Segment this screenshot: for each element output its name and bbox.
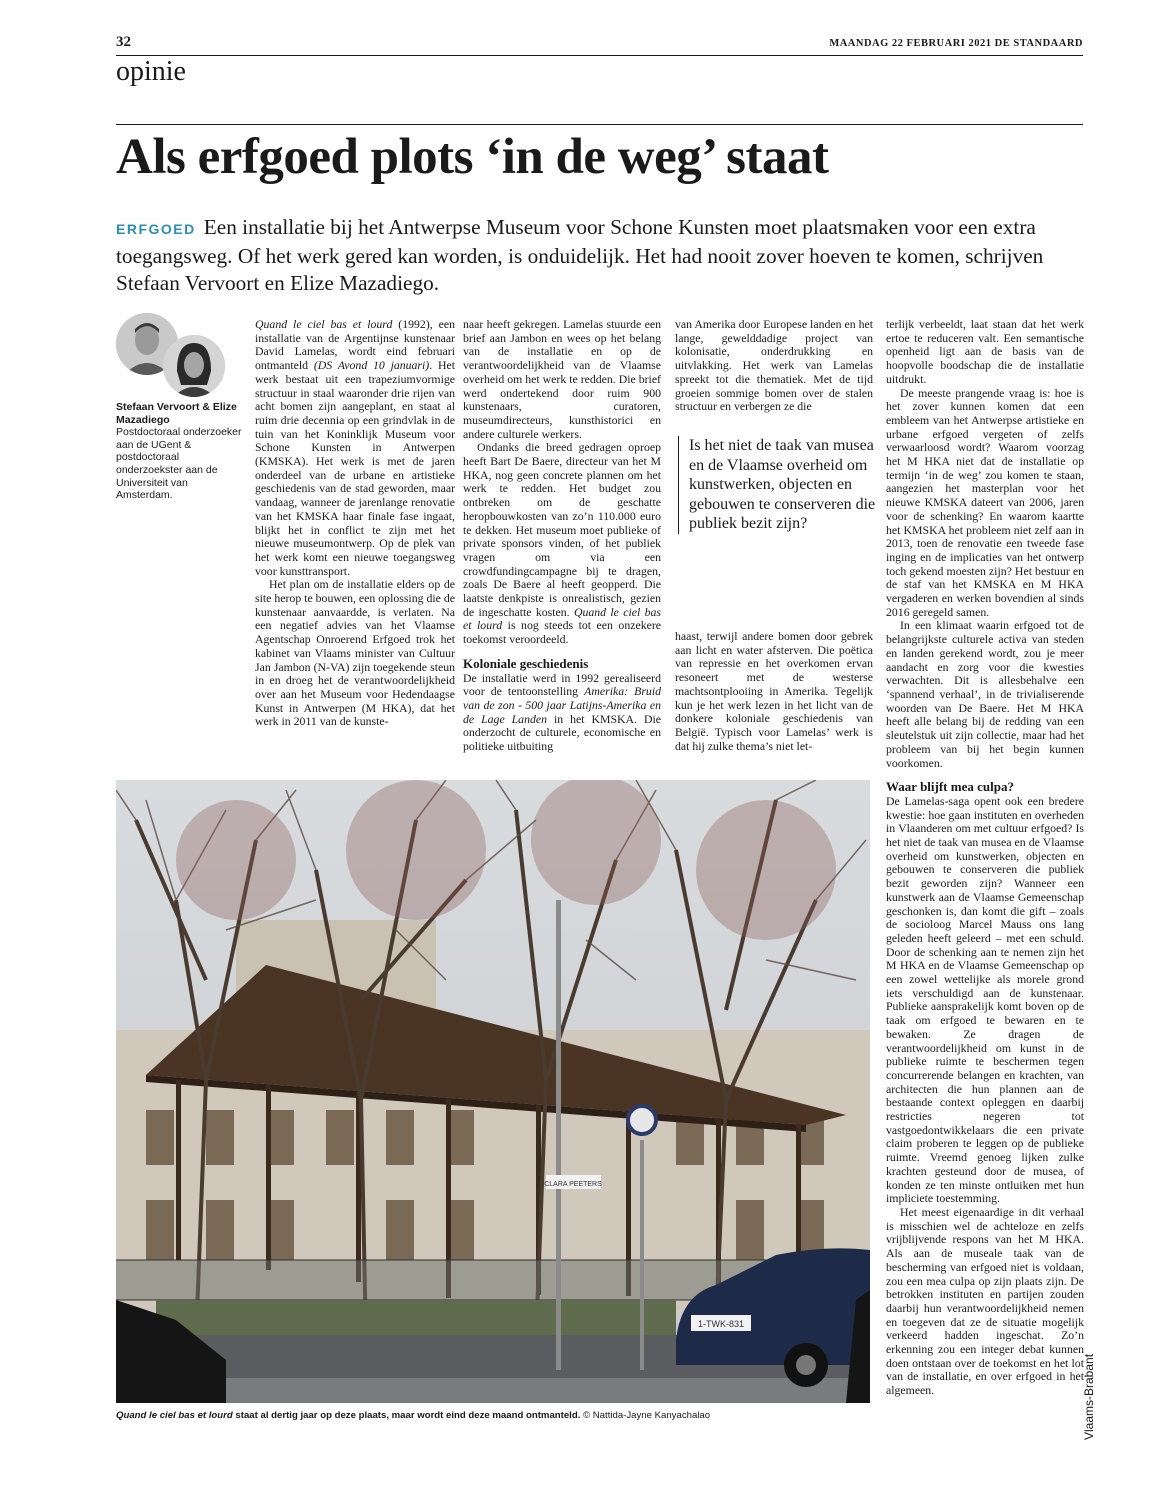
subheading: Waar blijft mea culpa? [886,779,1014,795]
paragraph: De meeste prangende vraag is: hoe is het zover kunnen komen dat een embleem van het Antwerpse artistieke en urbane erfgoed vergeten of zelfs verwaarloosd wordt? Waarom voorzag het M HKA niet dat de installatie op termijn ‘in de weg’ zou komen te staan, aangezien het masterplan voor het nieuwe KMSKA dateert van 2006, jaren voor de schenking? En waarom kaartte het KMSKA het probleem niet zelf aan in 2013, toen de renovatie een tweede fase inging en de implicaties van het ontwerp toch gekend moesten zijn? Het bestuur en de staf van het KMSKA en M HKA vergaderen en werken bovendien al sinds 2016 geregeld samen. [886,385,1084,619]
exhibition-title: Amerika: Bruid van de zon - 500 jaar Latijns-Amerika en de Lage Landen [463,684,661,726]
column-2 [463,318,661,754]
artwork-title: Quand le ciel bas et lourd [255,317,393,331]
photo-caption [116,1410,876,1421]
reference: (DS Avond 10 januari) [313,358,430,373]
author-names: Stefaan Vervoort & Elize Mazadiego [116,401,237,426]
paragraph: De Lamelas-saga opent ook een bredere kwestie: hoe gaan instituten en overheden in Vlaanderen om met cultuur erfgoed? Is het niet de taak van musea en de Vlaamse overheid om kunstwerken, objecten en gebouwen te conserveren die publiek bezit geworden zijn? Wanneer een kunstwerk aan de Vlaamse Gemeenschap geschonken is, dan komt die gift – zoals de socioloog Marcel Mauss ons lang geleden heeft geleerd – met een schuld. Door de schenking aan te nemen zijn het M HKA en de Vlaamse Gemeenschap op een zowel wettelijke als morele grond iets verschuldigd aan de kunstenaar. Publieke aansprakelijk komt boven op de taak om erfgoed te bewaren en te bewaken. Ze dragen de verantwoordelijkheid om kunst in de publieke ruimte te beschermen tegen concurrerende belangen en krachten, van architecten die hun plannen aan de bestaande context opleggen en daarbij restricties negeren tot vastgoedontwikkelaars die een private claim proberen te leggen op de publieke ruimte. Vreemd genoeg lijken zulke krachten gesteund door de musea, of konden ze ten minste ontluiken met hun impliciete toestemming. [886,793,1084,1206]
dateline: MAANDAG 22 FEBRUARI 2021 DE STANDAARD [829,38,1083,49]
paragraph: Het meest eigenaardige in dit verhaal is misschien wel de achteloze en zelfs vrijblijvende respons van het M HKA. Als aan de museale taak van de bescherming van erfgoed niet is voldaan, zou een mea culpa op zijn plaats zijn. De betrokken instituten en partijen zouden daarbij hun verantwoordelijkheid nemen en toegeven dat ze de situatie mogelijk verkeerd hadden ingeschat. Zo’n erkenning zou een integer debat kunnen doen ontstaan over de toekomst en het lot van de installatie, en over erfgoed in het algemeen. [886,1205,1084,1398]
region-label: Vlaams-Brabant [1082,1353,1096,1440]
portrait-icon [163,335,225,397]
paragraph: van Amerika door Europese landen en het lange, gewelddadige project van kolonisatie, onderdrukking en uitvlakking. Het werk van Lamelas spreekt tot die thematiek. Met de tijd groeien sommige bomen over de stalen structuur en verbergen ze die [675,317,873,414]
paragraph: Quand le ciel bas et lourd (1992), een installatie van de Argentijnse kunstenaar David Lamelas, wordt eind februari ontmanteld (DS Avond 10 januari). Het werk bestaat uit een trapeziumvormige structuur in staal waaronder drie rijen van acht bomen zijn aangeplant, en staat al ruim drie decennia op een grindvlak in de tuin van het Koninklijk Museum voor Schone Kunsten in Antwerpen (KMSKA). Het werk is met de jaren onderdeel van de urbane en artistieke geschiedenis van de stad geworden, maar vandaag, wanneer de jarenlange renovatie van het KMSKA haar finale fase ingaat, blijkt het in conflict te zijn met het nieuwe museumontwerp. Op de plek van het werk komt een nieuwe toegangsweg voor kunsttransport. [255,317,455,578]
paragraph: Het plan om de installatie elders op de site herop te bouwen, een oplossing die de kunstenaar aanvaardde, is verlaten. Na een negatief advies van het Vlaamse Agentschap Onroerend Erfgoed trok het kabinet van Vlaams minister van Cultuur Jan Jambon (N-VA) zijn toegekende steun in en droeg het de verantwoordelijkheid over aan het Museum voor Hedendaagse Kunst in Antwerpen (M HKA), dat het werk in 2011 van de kunste- [255,577,455,729]
pull-quote: Is het niet de taak van musea en de Vlaamse overheid om kunstwerken, objecten en gebouwen te conserveren die publiek bezit zijn? [678,436,884,534]
caption-title: Quand le ciel bas et lourd [116,1410,233,1421]
header-rule [116,55,1083,56]
subheading: Koloniale geschiedenis [463,655,589,671]
article-photo [116,780,870,1403]
article-title: Als erfgoed plots ‘in de weg’ staat [116,129,829,185]
photo-illustration [116,780,870,1403]
street-sign-text: CLARA PEETERS [544,1181,602,1188]
paragraph: naar heeft gekregen. Lamelas stuurde een brief aan Jambon en wees op het belang van de installatie en op de verantwoordelijkheid van de Vlaamse overheid om het werk te redden. Die brief werd ondertekend door ruim 900 kunstenaars, curatoren, museumdirecteurs, kunsthistorici en andere culturele werkers. [463,317,661,441]
paragraph: Ondanks die breed gedragen oproep heeft Bart De Baere, directeur van het M HKA, nog geen concrete plannen om het werk te redden. Het budget zou ontbreken om de geschatte heropbouwkosten van zo’n 110.000 euro te dekken. Het museum moet publieke of private sponsors vinden, of het publiek vragen om via een crowdfundingcampagne bij te dragen, zoals De Baere al heeft geopperd. Die laatste denkpiste is onrealistisch, gezien de ingeschatte kosten. Quand le ciel bas et lourd is nog steeds tot een onzekere toekomst veroordeeld. [463,440,661,647]
article-lead [116,214,1083,297]
license-plate-text: 1-TWK-831 [697,1319,745,1329]
paragraph: In een klimaat waarin erfgoed tot de belangrijkste culturele activa van steden en landen gerekend wordt, zou je meer aandacht en zorg voor die kwesties verwachten. Dit is allesbehalve een ‘spannend verhaal’, in de trivialiserende woorden van De Baere. Het M HKA heeft alle belang bij de redding van een sleutelstuk uit zijn collectie, maar had het probleem van bij het begin kunnen voorkomen. [886,618,1084,770]
artwork-title: Quand le ciel bas et lourd [463,604,661,633]
kicker-label: ERFGOED [116,221,196,237]
paragraph: haast, terwijl andere bomen door gebrek aan licht en water afsterven. Die poëtica van repressie en het overkomen ervan resoneert met de westerse machtsontplooiing in Amerika. Tegelijk kun je het werk lezen in het licht van de donkere koloniale geschiedenis van België. Typisch voor Lamelas’ werk is dat hij zulke thema’s niet let- [675,629,873,753]
caption-text: staat al dertig jaar op deze plaats, maar wordt eind deze maand ontmanteld. [232,1410,581,1421]
author-info [116,401,242,502]
column-4 [886,318,1084,1398]
column-3-top [675,318,873,414]
section-label: opinie [116,56,186,87]
column-1 [255,318,455,729]
photo-credit: © Nattida-Jayne Kanyachalao [580,1410,711,1421]
author-bio: Postdoctoraal onderzoeker aan de UGent & postdoctoraal onderzoekster aan de Universiteit van Amsterdam. [116,426,242,502]
page-number: 32 [116,34,131,50]
lead-text: Een installatie bij het Antwerpse Museum voor Schone Kunsten moet plaatsmaken voor een extra toegangsweg. Of het werk gered kan worden, is onduidelijk. Het had nooit zover hoeven te komen, schrijven Stefaan Vervoort en Elize Mazadiego. [116,215,1044,295]
paragraph: terlijk verbeeldt, laat staan dat het werk ertoe te reduceren valt. Een semantische openheid ligt aan de basis van de hoopvolle boodschap die de installatie uitdrukt. [886,317,1084,386]
paragraph: De installatie werd in 1992 gerealiseerd voor de tentoonstelling Amerika: Bruid van de zon - 500 jaar Latijns-Amerika en de Lage Landen in het KMSKA. Die onderzocht de culturele, economische en politieke uitbuiting [463,670,661,754]
title-rule [116,124,1083,125]
author-avatar-elize [163,335,225,397]
column-3-bottom [675,630,873,753]
